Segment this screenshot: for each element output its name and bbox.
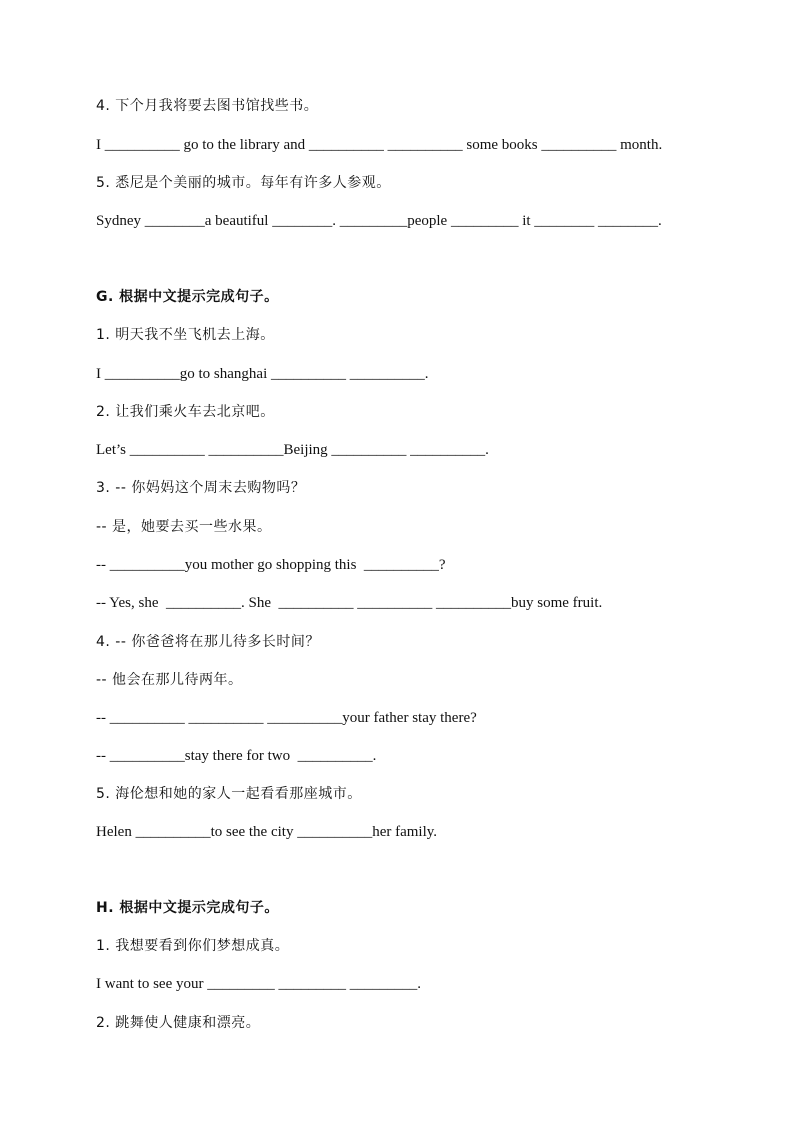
h-q1-chinese-prompt: 1. 我想要看到你们梦想成真。 [96, 938, 290, 954]
g-q3-chinese-question: 3. -- 你妈妈这个周末去购物吗？ [96, 480, 306, 496]
g-q5-english-blank-line: Helen __________to see the city __________her family. [96, 824, 438, 840]
g-q5-chinese-prompt: 5. 海伦想和她的家人一起看看那座城市。 [96, 786, 362, 802]
f-q5-english-blank-line: Sydney ________a beautiful ________. _________people _________ it ________ ________. [96, 213, 662, 229]
section-g-heading: G. 根据中文提示完成句子。 [96, 289, 279, 305]
g-q1-english-blank-line: I __________go to shanghai __________ __________. [96, 366, 429, 382]
g-q4-english-question-line: -- __________ __________ __________your father stay there? [96, 710, 477, 726]
f-q4-chinese-prompt: 4. 下个月我将要去图书馆找些书。 [96, 98, 319, 114]
g-q3-english-answer-line: -- Yes, she __________. She __________ __________ __________buy some fruit. [96, 595, 603, 611]
h-q2-chinese-prompt: 2. 跳舞使人健康和漂亮。 [96, 1015, 261, 1031]
g-q2-english-blank-line: Let’s __________ __________Beijing __________ __________. [96, 442, 489, 458]
g-q3-chinese-answer: -- 是，她要去买一些水果。 [96, 519, 272, 535]
g-q4-chinese-question: 4. -- 你爸爸将在那儿待多长时间？ [96, 634, 320, 650]
g-q1-chinese-prompt: 1. 明天我不坐飞机去上海。 [96, 327, 275, 343]
section-h-heading: H. 根据中文提示完成句子。 [96, 900, 279, 916]
f-q4-english-blank-line: I __________ go to the library and __________ __________ some books __________ month. [96, 137, 663, 153]
g-q3-english-question-line: -- __________you mother go shopping this __________? [96, 557, 446, 573]
h-q1-english-blank-line: I want to see your _________ _________ _________. [96, 976, 421, 992]
g-q4-chinese-answer: -- 他会在那儿待两年。 [96, 672, 243, 688]
f-q5-chinese-prompt: 5. 悉尼是个美丽的城市。每年有许多人参观。 [96, 175, 391, 191]
g-q4-english-answer-line: -- __________stay there for two __________. [96, 748, 377, 764]
g-q2-chinese-prompt: 2. 让我们乘火车去北京吧。 [96, 404, 275, 420]
